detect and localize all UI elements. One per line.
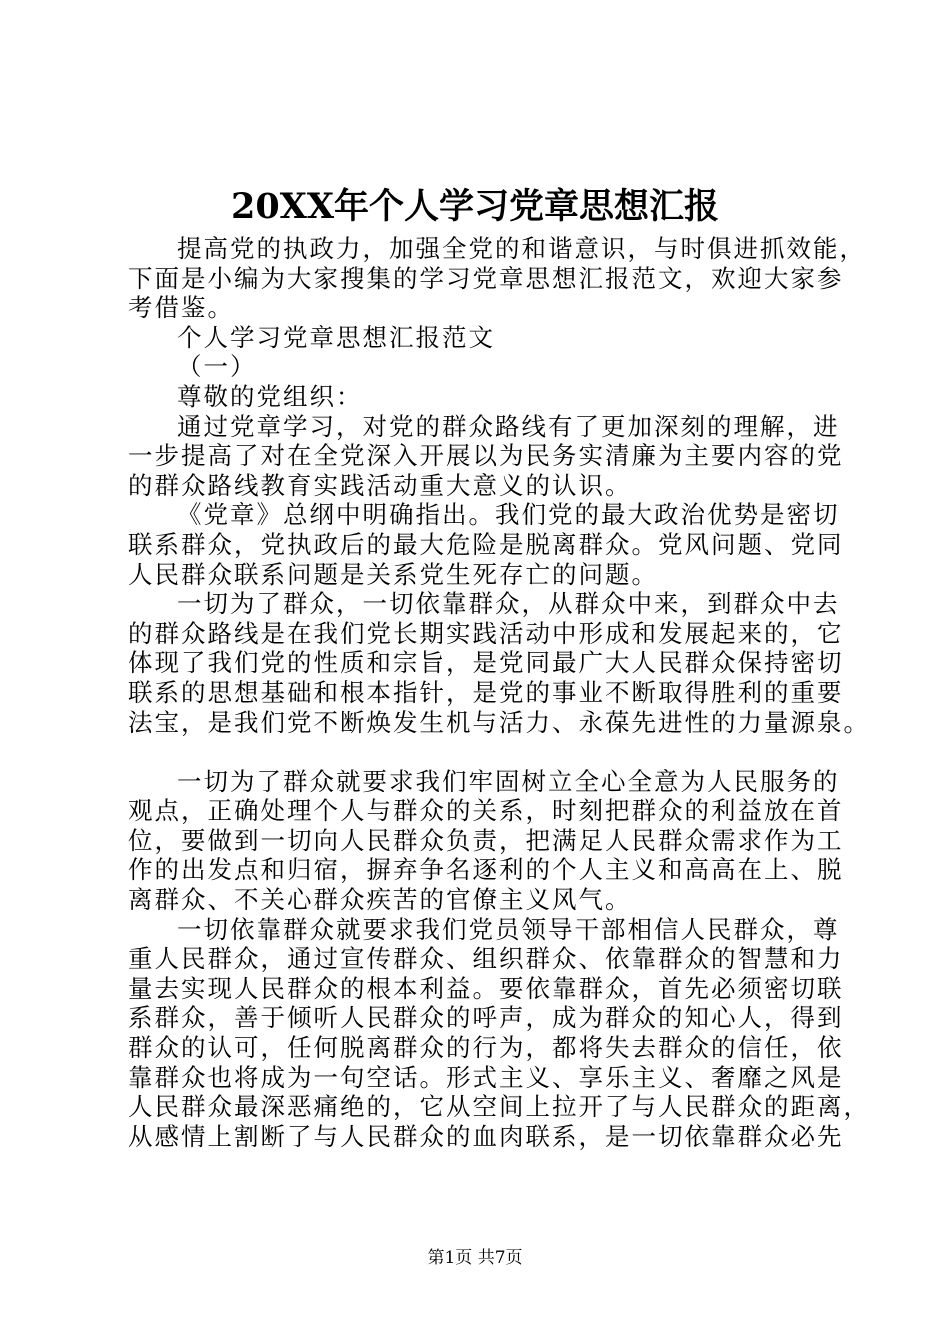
text-line: 位，要做到一切向人民群众负责，把满足人民群众需求作为工: [128, 825, 844, 855]
text-line: 《党章》总纲中明确指出。我们党的最大政治优势是密切: [177, 500, 840, 530]
text-line: 的群众路线是在我们党长期实践活动中形成和发展起来的，它: [128, 618, 844, 648]
text-line: 考借鉴。: [128, 293, 234, 323]
text-line: 作的出发点和归宿，摒弃争名逐利的个人主义和高高在上、脱: [128, 855, 844, 885]
text-line: 人民群众联系问题是关系党生死存亡的问题。: [128, 559, 658, 589]
text-line: 从感情上割断了与人民群众的血肉联系，是一切依靠群众必先: [128, 1121, 844, 1151]
paragraph: [128, 500, 844, 589]
text-line: 重人民群众，通过宣传群众、组织群众、依靠群众的智慧和力: [128, 944, 844, 974]
text-line: 的群众路线教育实践活动重大意义的认识。: [128, 470, 632, 500]
text-line: 尊敬的党组织：: [177, 381, 363, 411]
text-line: 观点，正确处理个人与群众的关系，时刻把群众的利益放在首: [128, 796, 844, 826]
page-footer: 第1页 共7页: [427, 1248, 523, 1268]
text-line: （一）: [177, 352, 257, 382]
text-line: 群众的认可，任何脱离群众的行为，都将失去群众的信任，依: [128, 1033, 844, 1063]
text-line: 一切为了群众就要求我们牢固树立全心全意为人民服务的: [177, 766, 840, 796]
text-line: 一切为了群众，一切依靠群众，从群众中来，到群众中去: [177, 589, 840, 619]
text-line: 通过党章学习，对党的群众路线有了更加深刻的理解，进: [177, 411, 840, 441]
paragraph: [128, 352, 840, 382]
text-line: 联系群众，党执政后的最大危险是脱离群众。党风问题、党同: [128, 529, 844, 559]
text-line: 下面是小编为大家搜集的学习党章思想汇报范文，欢迎大家参: [128, 263, 844, 293]
text-line: 离群众、不关心群众疾苦的官僚主义风气。: [128, 885, 632, 915]
text-line: 一步提高了对在全党深入开展以为民务实清廉为主要内容的党: [128, 441, 844, 471]
text-line: 一切依靠群众就要求我们党员领导干部相信人民群众，尊: [177, 914, 840, 944]
text-line: 人民群众最深恶痛绝的，它从空间上拉开了与人民群众的距离，: [128, 1092, 870, 1122]
paragraph: [128, 323, 840, 353]
paragraph: [128, 234, 866, 323]
paragraph: [128, 589, 870, 737]
text-line: 靠群众也将成为一句空话。形式主义、享乐主义、奢靡之风是: [128, 1062, 844, 1092]
text-line: 量去实现人民群众的根本利益。要依靠群众，首先必须密切联: [128, 973, 844, 1003]
text-line: 个人学习党章思想汇报范文: [177, 322, 495, 352]
paragraph: [128, 382, 840, 412]
text-line: 系群众，善于倾听人民群众的呼声，成为群众的知心人，得到: [128, 1003, 844, 1033]
paragraph: [128, 766, 844, 915]
text-line: 法宝，是我们党不断焕发生机与活力、永葆先进性的力量源泉。: [128, 707, 870, 737]
text-line: 提高党的执政力，加强全党的和谐意识，与时俱进抓效能，: [177, 234, 866, 263]
text-line: 联系的思想基础和根本指针，是党的事业不断取得胜利的重要: [128, 677, 844, 707]
paragraph: [128, 914, 870, 1152]
blank-line: [128, 737, 840, 767]
document-body: [128, 234, 870, 1151]
paragraph: [128, 411, 844, 501]
document-title: 20XX年个人学习党章思想汇报: [230, 186, 720, 227]
text-line: 体现了我们党的性质和宗旨，是党同最广大人民群众保持密切: [128, 648, 844, 678]
